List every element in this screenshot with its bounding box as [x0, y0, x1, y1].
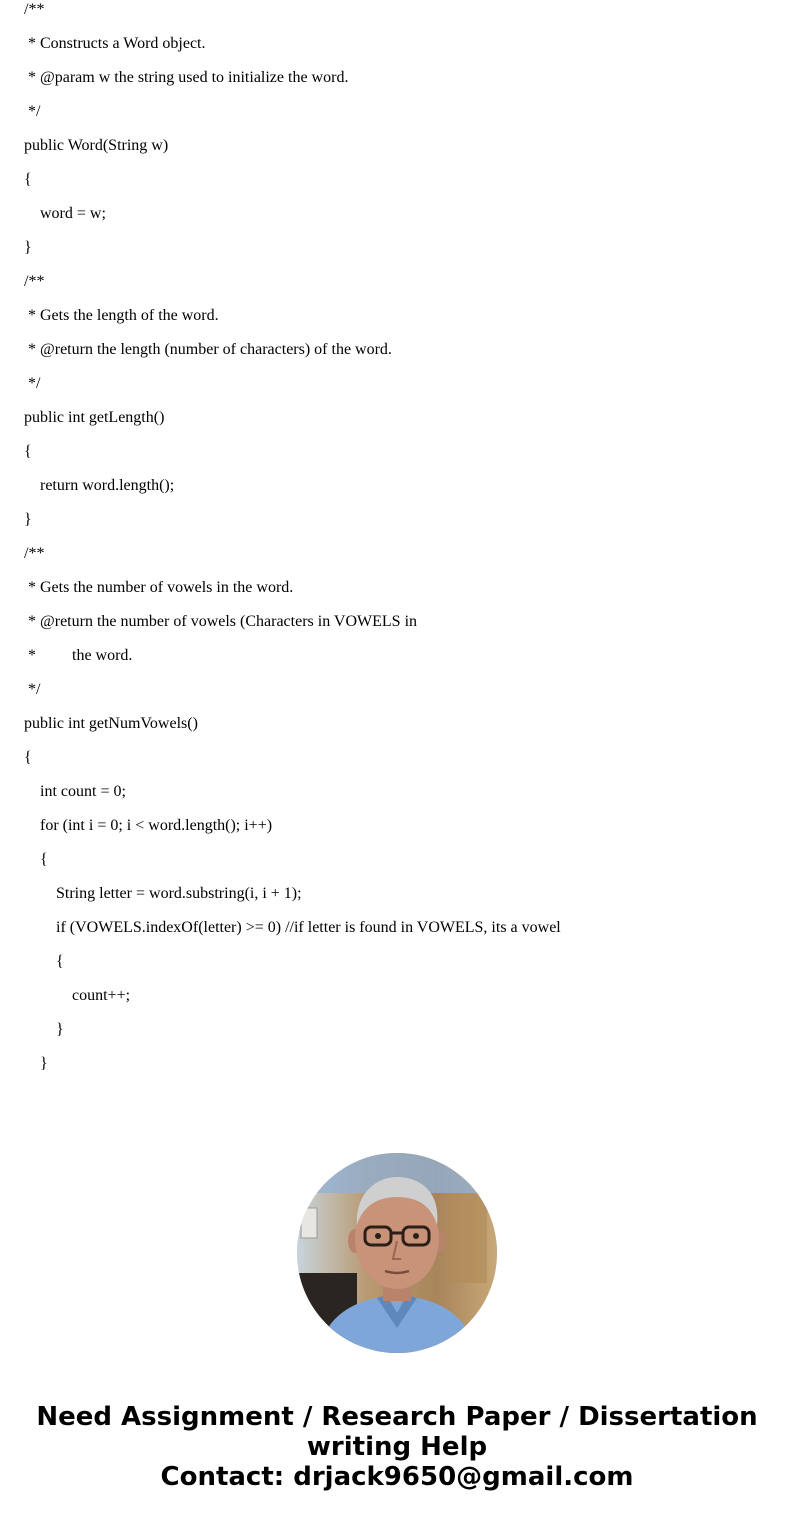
code-line: * Gets the number of vowels in the word. [24, 579, 294, 596]
code-line: public int getLength() [24, 409, 165, 426]
code-line: String letter = word.substring(i, i + 1); [24, 885, 302, 902]
code-line: /** [24, 545, 45, 562]
code-line: * @return the length (number of characters) of the word. [24, 341, 392, 358]
code-line: { [24, 443, 32, 460]
code-line: for (int i = 0; i < word.length(); i++) [24, 817, 273, 834]
code-line: public int getNumVowels() [24, 715, 198, 732]
code-line: } [24, 1021, 64, 1038]
code-line: { [24, 171, 32, 188]
banner-line-2: writing Help [306, 1432, 488, 1462]
code-line: */ [24, 103, 41, 120]
code-line: /** [24, 1, 45, 18]
banner-contact-email[interactable]: Contact: drjack9650@gmail.com [160, 1462, 634, 1492]
contact-banner [0, 1402, 794, 1492]
code-line: { [24, 851, 48, 868]
code-block [24, 0, 561, 1081]
code-line: * @param w the string used to initialize the word. [24, 69, 349, 86]
code-line: */ [24, 681, 41, 698]
code-line: int count = 0; [24, 783, 126, 800]
code-line: } [24, 239, 32, 256]
code-line: if (VOWELS.indexOf(letter) >= 0) //if letter is found in VOWELS, its a vowel [24, 919, 561, 936]
code-line: word = w; [24, 205, 106, 222]
code-line: return word.length(); [24, 477, 175, 494]
code-line: * Constructs a Word object. [24, 35, 206, 52]
code-line: * Gets the length of the word. [24, 307, 219, 324]
code-line: * the word. [24, 647, 133, 664]
portrait-illustration [297, 1153, 497, 1353]
code-line: /** [24, 273, 45, 290]
code-line: * @return the number of vowels (Characters in VOWELS in [24, 613, 418, 630]
code-line: { [24, 749, 32, 766]
banner-line-1: Need Assignment / Research Paper / Dissertation [36, 1402, 758, 1432]
code-line: */ [24, 375, 41, 392]
code-line: { [24, 953, 64, 970]
author-avatar [297, 1153, 497, 1353]
code-line: count++; [24, 987, 131, 1004]
code-line: } [24, 511, 32, 528]
code-line: public Word(String w) [24, 137, 169, 154]
code-line: } [24, 1055, 48, 1072]
